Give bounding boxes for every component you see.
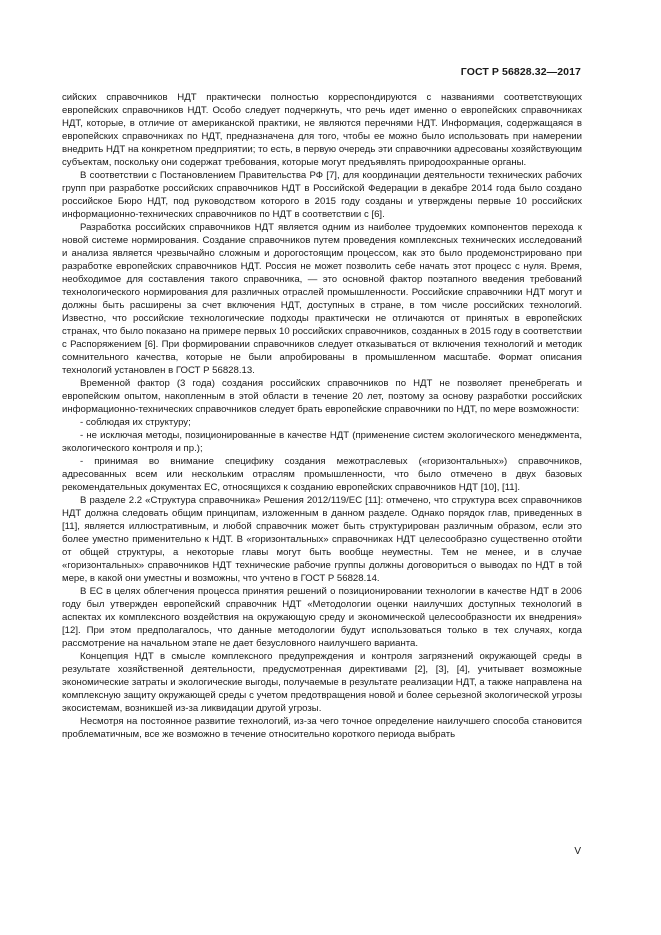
paragraph: сийских справочников НДТ практически полностью корреспондируются с названиями соответствующих европейских справочников НДТ. Особо следует подчеркнуть, что речь идет именно о европейских справочниках НДТ, которые, в отличие от американской практики, не являются перечнями НДТ. Информация, содержащаяся в европейских справочниках по НДТ, предназначена для того, чтобы ее можно было использовать при намерении внедрить НДТ на конкретном предприятии; то есть, в первую очередь эти справочники адресованы хозяйствующим субъектам, поскольку они содержат требования, которые могут предъявлять природоохранные органы. xyxy=(62,92,582,168)
list-item: - принимая во внимание специфику создания межотраслевых («горизонтальных») справочников, адресованных всем или нескольким отраслям промышленности, что было отмечено в двух базовых рекомендательных документах ЕС, относящихся к созданию европейских справочников НДТ [10], [11]. xyxy=(62,456,582,493)
paragraph: В разделе 2.2 «Структура справочника» Решения 2012/119/ЕС [11]: отмечено, что структура всех справочников НДТ должна следовать общим принципам, изложенным в данном разделе. Однако порядок глав, приведенных в [11], является иллюстративным, и любой справочник может быть структурирован различным образом, если это более уместно применительно к НДТ. В «горизонтальных» справочниках НДТ целесообразно существенно отойти от общей структуры, а некоторые главы могут быть вообще неуместны. Тем не менее, и в случае «горизонтальных» справочников НДТ технические рабочие группы должны договориться о выводах по НДТ в той мере, в какой они уместны и возможны, что учтено в ГОСТ Р 56828.14. xyxy=(62,495,582,584)
paragraph: В ЕС в целях облегчения процесса принятия решений о позиционировании технологии в качестве НДТ в 2006 году был утвержден европейский справочник НДТ «Методологии оценки наилучших доступных технологий в аспектах их комплексного воздействия на окружающую среду и экономической целесообразности их внедрения» [12]. При этом предполагалось, что данные методологии будут использоваться только в тех случаях, когда рассмотрение на начальном этапе не дает безусловного наилучшего варианта. xyxy=(62,586,582,649)
paragraph: Разработка российских справочников НДТ является одним из наиболее трудоемких компонентов перехода к новой системе нормирования. Создание справочников путем проведения комплексных технических исследований и анализа является чрезвычайно сложным и дорогостоящим процессом, как это было продемонстрировано при разработке европейских справочников НДТ. Россия не может позволить себе начать этот процесс с нуля. Время, необходимое для составления такого справочника, — это основной фактор поэтапного введения требований технологического нормирования для различных отраслей промышленности. Российские справочники НДТ могут и должны быть расширены за счет включения НДТ, доступных в стране, в том числе российских технологий. Известно, что российские технологические подходы практически не отличаются от принятых в европейских странах, что было показано на примере первых 10 российских справочников, созданных в 2015 году в соответствии с Распоряжением [6]. При формировании справочников следует отказываться от включения технологий и методик сомнительного качества, которые не были апробированы в промышленном масштабе. Формат описания технологий установлен в ГОСТ Р 56828.13. xyxy=(62,222,582,376)
list-item: - соблюдая их структуру; xyxy=(80,417,191,428)
page-number: V xyxy=(574,846,581,857)
paragraph: Концепция НДТ в смысле комплексного предупреждения и контроля загрязнений окружающей среды в результате хозяйственной деятельности, предусмотренная директивами [2], [3], [4], учитывает возможные экономические затраты и экологические выгоды, получаемые в результате реализации НДТ, а также направлена на комплексную защиту окружающей среды с учетом предотвращения новой и более серьезной экологической угрозы экосистемам, возникшей из-за ликвидации другой угрозы. xyxy=(62,651,582,714)
list-item: - не исключая методы, позиционированные в качестве НДТ (применение систем экологического менеджмента, экологического контроля и пр.); xyxy=(62,430,582,454)
document-header: ГОСТ Р 56828.32—2017 xyxy=(460,66,581,78)
document-body xyxy=(62,91,582,741)
paragraph: Несмотря на постоянное развитие технологий, из-за чего точное определение наилучшего способа становится проблематичным, все же возможно в течение относительно короткого периода выбрать xyxy=(62,716,582,740)
paragraph: В соответствии с Постановлением Правительства РФ [7], для координации деятельности технических рабочих групп при разработке российских справочников НДТ в Российской Федерации в декабре 2014 года было создано российское Бюро НДТ, под руководством которого в 2015 году созданы и утверждены первые 10 российских информационно-технических справочников по НДТ в соответствии с [6]. xyxy=(62,170,582,220)
paragraph: Временной фактор (3 года) создания российских справочников по НДТ не позволяет пренебрегать и европейским опытом, накопленным в этой области в течение 20 лет, поэтому за основу разработки российских информационно-технических справочников следует брать европейские справочники по НДТ, по мере возможности: xyxy=(62,378,582,415)
